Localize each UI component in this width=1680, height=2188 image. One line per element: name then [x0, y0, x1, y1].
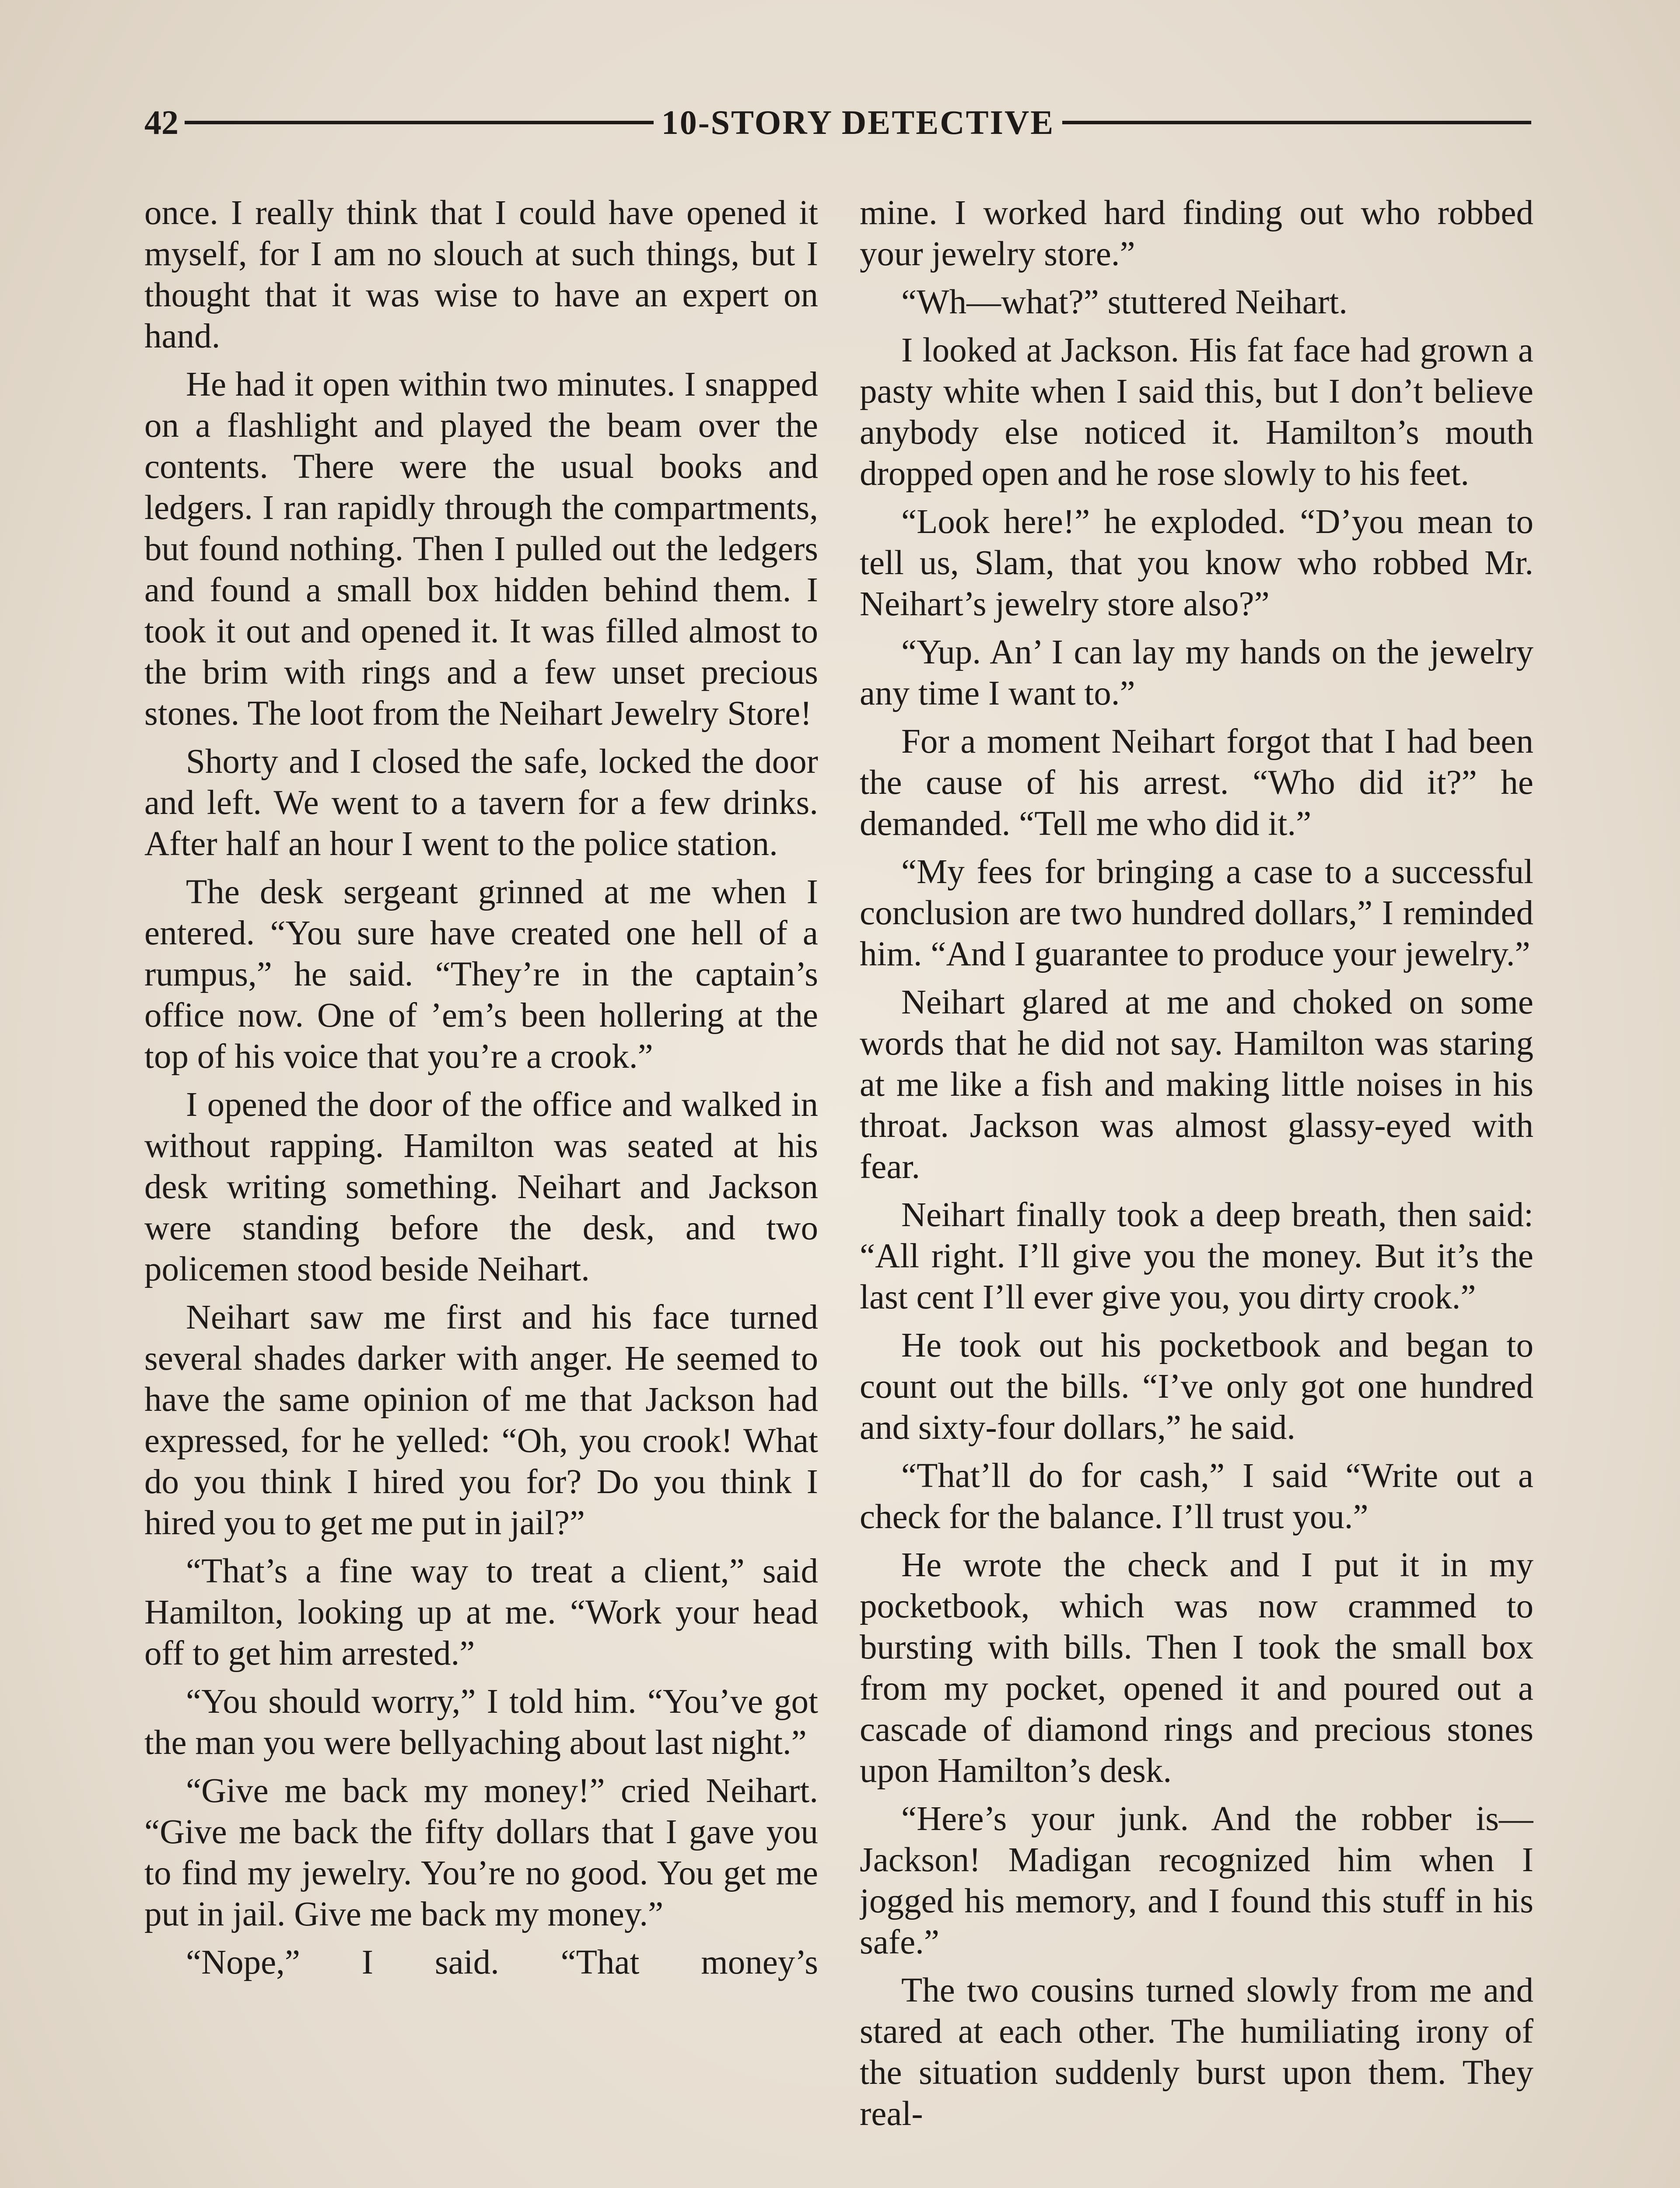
header-rule-right — [1062, 121, 1531, 124]
page-header — [144, 98, 1531, 147]
paragraph: Shorty and I closed the safe, locked the door and left. We went to a tavern for a few drinks. After half an hour I went to the police station. — [144, 743, 818, 863]
paragraph: “Here’s your junk. And the robber is—Jackson! Madigan recognized him when I jogged his memory, and I found this stuff in his safe.” — [860, 1800, 1533, 1961]
paragraph: “Yup. An’ I can lay my hands on the jewelry any time I want to.” — [860, 633, 1533, 712]
paragraph: “Give me back my money!” cried Neihart. “Give me back the fifty dollars that I gave you to find my jewelry. You’re no good. You get me put in jail. Give me back my money.” — [144, 1772, 818, 1933]
paragraph: The desk sergeant grinned at me when I entered. “You sure have created one hell of a rumpus,” he said. “They’re in the captain’s office now. One of ’em’s been hollering at the top of his voice that you’re a crook.” — [144, 873, 818, 1076]
paragraph: He wrote the check and I put it in my pocketbook, which was now crammed to bursting with bills. Then I took the small box from my pocket, opened it and poured out a cascade of diamond rings and precious stones upon Hamilton’s desk. — [860, 1546, 1533, 1790]
paragraph: “That’s a fine way to treat a client,” said Hamilton, looking up at me. “Work your head off to get him arrested.” — [144, 1552, 818, 1673]
right-column — [860, 193, 1533, 2188]
paragraph: “That’ll do for cash,” I said “Write out a check for the balance. I’ll trust you.” — [860, 1457, 1533, 1536]
paragraph: mine. I worked hard finding out who robbed your jewelry store.” — [860, 194, 1533, 273]
paragraph: “My fees for bringing a case to a successful conclusion are two hundred dollars,” I reminded him. “And I guarantee to produce your jewelry.” — [860, 853, 1533, 973]
left-column — [144, 193, 818, 2188]
paragraph: Neihart finally took a deep breath, then said: “All right. I’ll give you the money. But it’s the last cent I’ll ever give you, you dirty crook.” — [860, 1196, 1533, 1316]
running-title: 10-STORY DETECTIVE — [661, 103, 1055, 141]
paragraph: Neihart saw me first and his face turned several shades darker with anger. He seemed to have the same opinion of me that Jackson had expressed, for he yelled: “Oh, you crook! What do you think I hired you for? Do you think I hired you to get me put in jail?” — [144, 1298, 818, 1542]
paragraph: once. I really think that I could have opened it myself, for I am no slouch at such things, but I thought that it was wise to have an expert on hand. — [144, 194, 818, 355]
paragraph: “Wh—what?” stuttered Neihart. — [901, 283, 1348, 321]
paragraph: “Look here!” he exploded. “D’you mean to tell us, Slam, that you know who robbed Mr. Neihart’s jewelry store also?” — [860, 503, 1533, 623]
paragraph: I opened the door of the office and walked in without rapping. Hamilton was seated at his desk writing something. Neihart and Jackson were standing before the desk, and two policemen stood beside Neihart. — [144, 1086, 818, 1288]
header-rule-left — [185, 121, 654, 124]
page-number: 42 — [144, 103, 178, 141]
paragraph: For a moment Neihart forgot that I had been the cause of his arrest. “Who did it?” he demanded. “Tell me who did it.” — [860, 722, 1533, 843]
paragraph: The two cousins turned slowly from me and stared at each other. The humiliating irony of the situation suddenly burst upon them. They real- — [860, 1971, 1533, 2133]
paragraph: He had it open within two minutes. I snapped on a flashlight and played the beam over the contents. There were the usual books and ledgers. I ran rapidly through the compartments, but found nothing. Then I pulled out the ledgers and found a small box hidden behind them. I took it out and opened it. It was filled almost to the brim with rings and a few unset precious stones. The loot from the Neihart Jewelry Store! — [144, 365, 818, 733]
paragraph: “Nope,” I said. “That money’s — [186, 1943, 818, 1981]
paragraph: I looked at Jackson. His fat face had grown a pasty white when I said this, but I don’t believe anybody else noticed it. Hamilton’s mouth dropped open and he rose slowly to his feet. — [860, 331, 1533, 493]
paragraph: “You should worry,” I told him. “You’ve got the man you were bellyaching about last night.” — [144, 1683, 818, 1762]
paragraph: Neihart glared at me and choked on some words that he did not say. Hamilton was staring at me like a fish and making little noises in his throat. Jackson was almost glassy-eyed with fear. — [860, 983, 1533, 1186]
paragraph: He took out his pocketbook and began to count out the bills. “I’ve only got one hundred and sixty-four dollars,” he said. — [860, 1326, 1533, 1447]
